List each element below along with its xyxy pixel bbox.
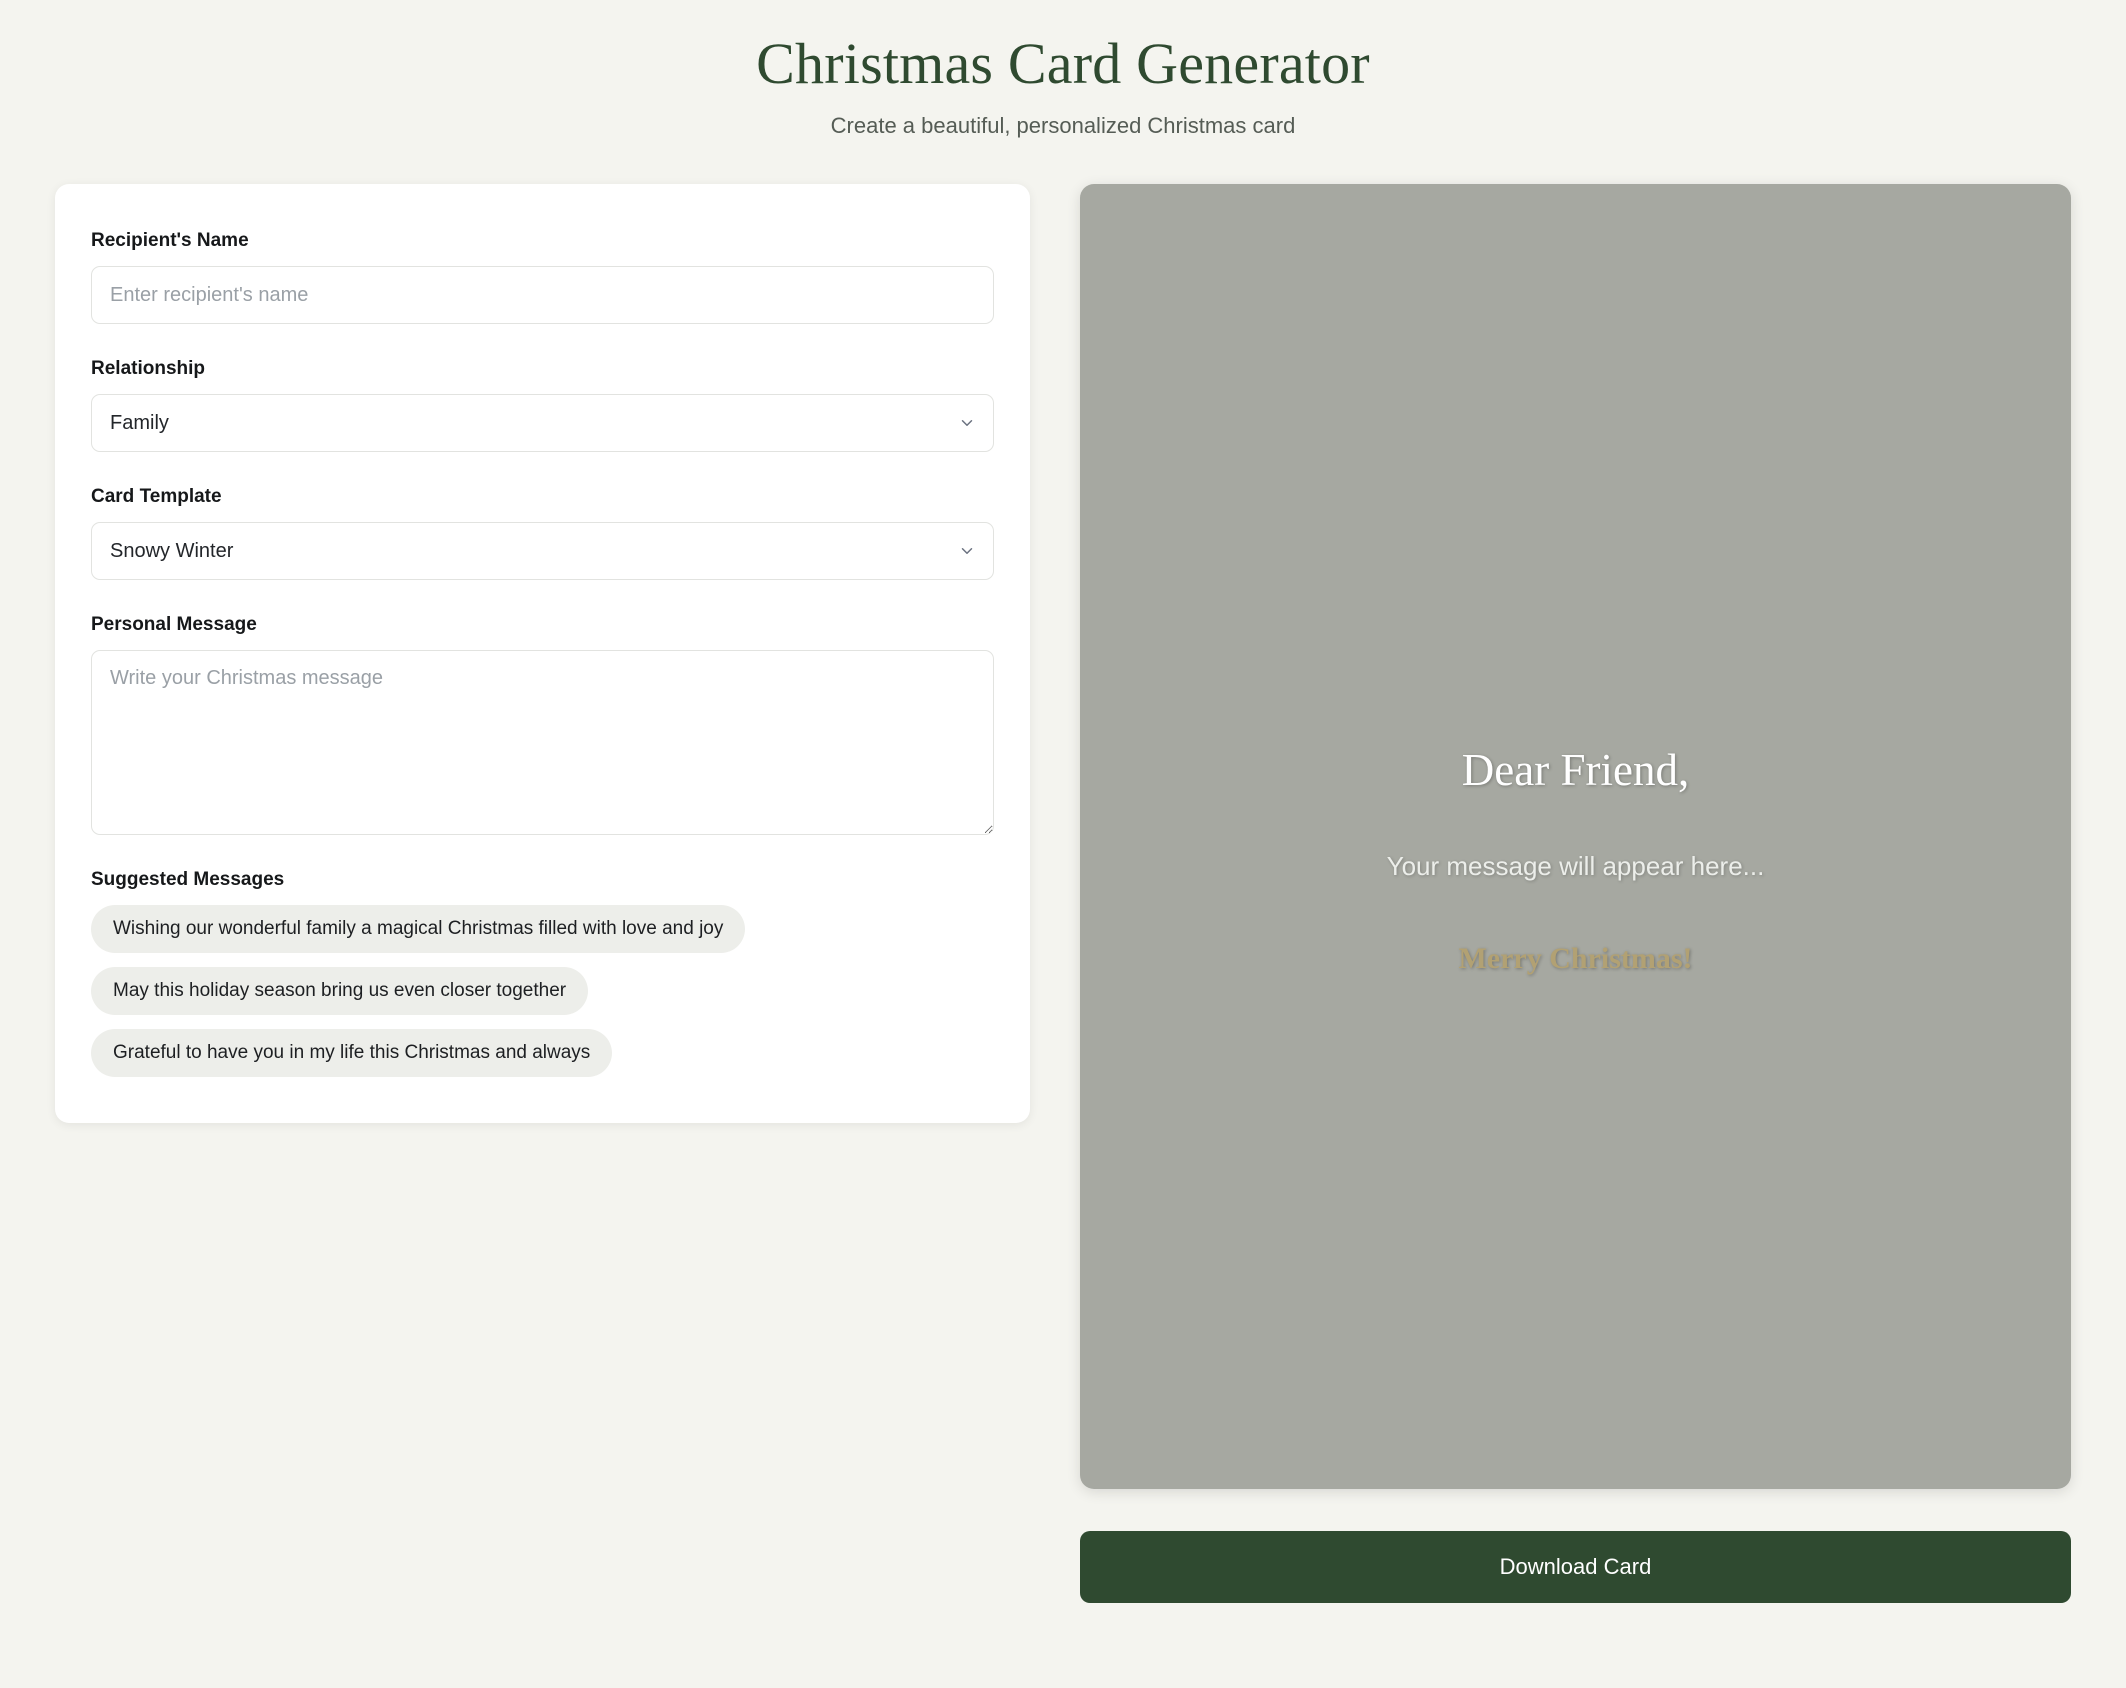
card-closing-text: Merry Christmas! [1458, 942, 1693, 975]
card-preview [1080, 184, 2071, 1489]
download-card-button[interactable]: Download Card [1080, 1531, 2071, 1603]
relationship-field-group [91, 358, 994, 452]
card-preview-panel [1080, 184, 2071, 1603]
card-template-label: Card Template [91, 486, 222, 507]
suggested-messages-group [91, 869, 994, 1077]
card-template-selected-value: Snowy Winter [110, 539, 234, 562]
card-message-text: Your message will appear here... [1386, 851, 1765, 881]
personal-message-label: Personal Message [91, 614, 257, 635]
suggested-messages-label: Suggested Messages [91, 869, 285, 890]
suggested-message-chip[interactable]: May this holiday season bring us even closer together [91, 967, 588, 1015]
suggested-messages-list [91, 905, 994, 1077]
page-subtitle: Create a beautiful, personalized Christmas card [830, 113, 1296, 138]
recipient-name-label: Recipient's Name [91, 230, 249, 251]
main-layout [0, 139, 2126, 1603]
card-template-select-wrapper [91, 522, 994, 580]
page-header [0, 0, 2126, 139]
card-form-panel [55, 184, 1030, 1123]
personal-message-textarea[interactable] [91, 650, 994, 835]
personal-message-field-group [91, 614, 994, 835]
recipient-field-group [91, 230, 994, 324]
suggested-message-chip[interactable]: Wishing our wonderful family a magical Christmas filled with love and joy [91, 905, 745, 953]
card-greeting-text: Dear Friend, [1461, 745, 1690, 795]
page-title: Christmas Card Generator [756, 31, 1370, 96]
template-field-group [91, 486, 994, 580]
relationship-select[interactable] [91, 394, 994, 452]
relationship-label: Relationship [91, 358, 206, 379]
suggested-message-chip[interactable]: Grateful to have you in my life this Christmas and always [91, 1029, 612, 1077]
relationship-select-wrapper [91, 394, 994, 452]
relationship-selected-value: Family [110, 411, 169, 434]
recipient-name-input[interactable] [91, 266, 994, 324]
card-template-select[interactable] [91, 522, 994, 580]
